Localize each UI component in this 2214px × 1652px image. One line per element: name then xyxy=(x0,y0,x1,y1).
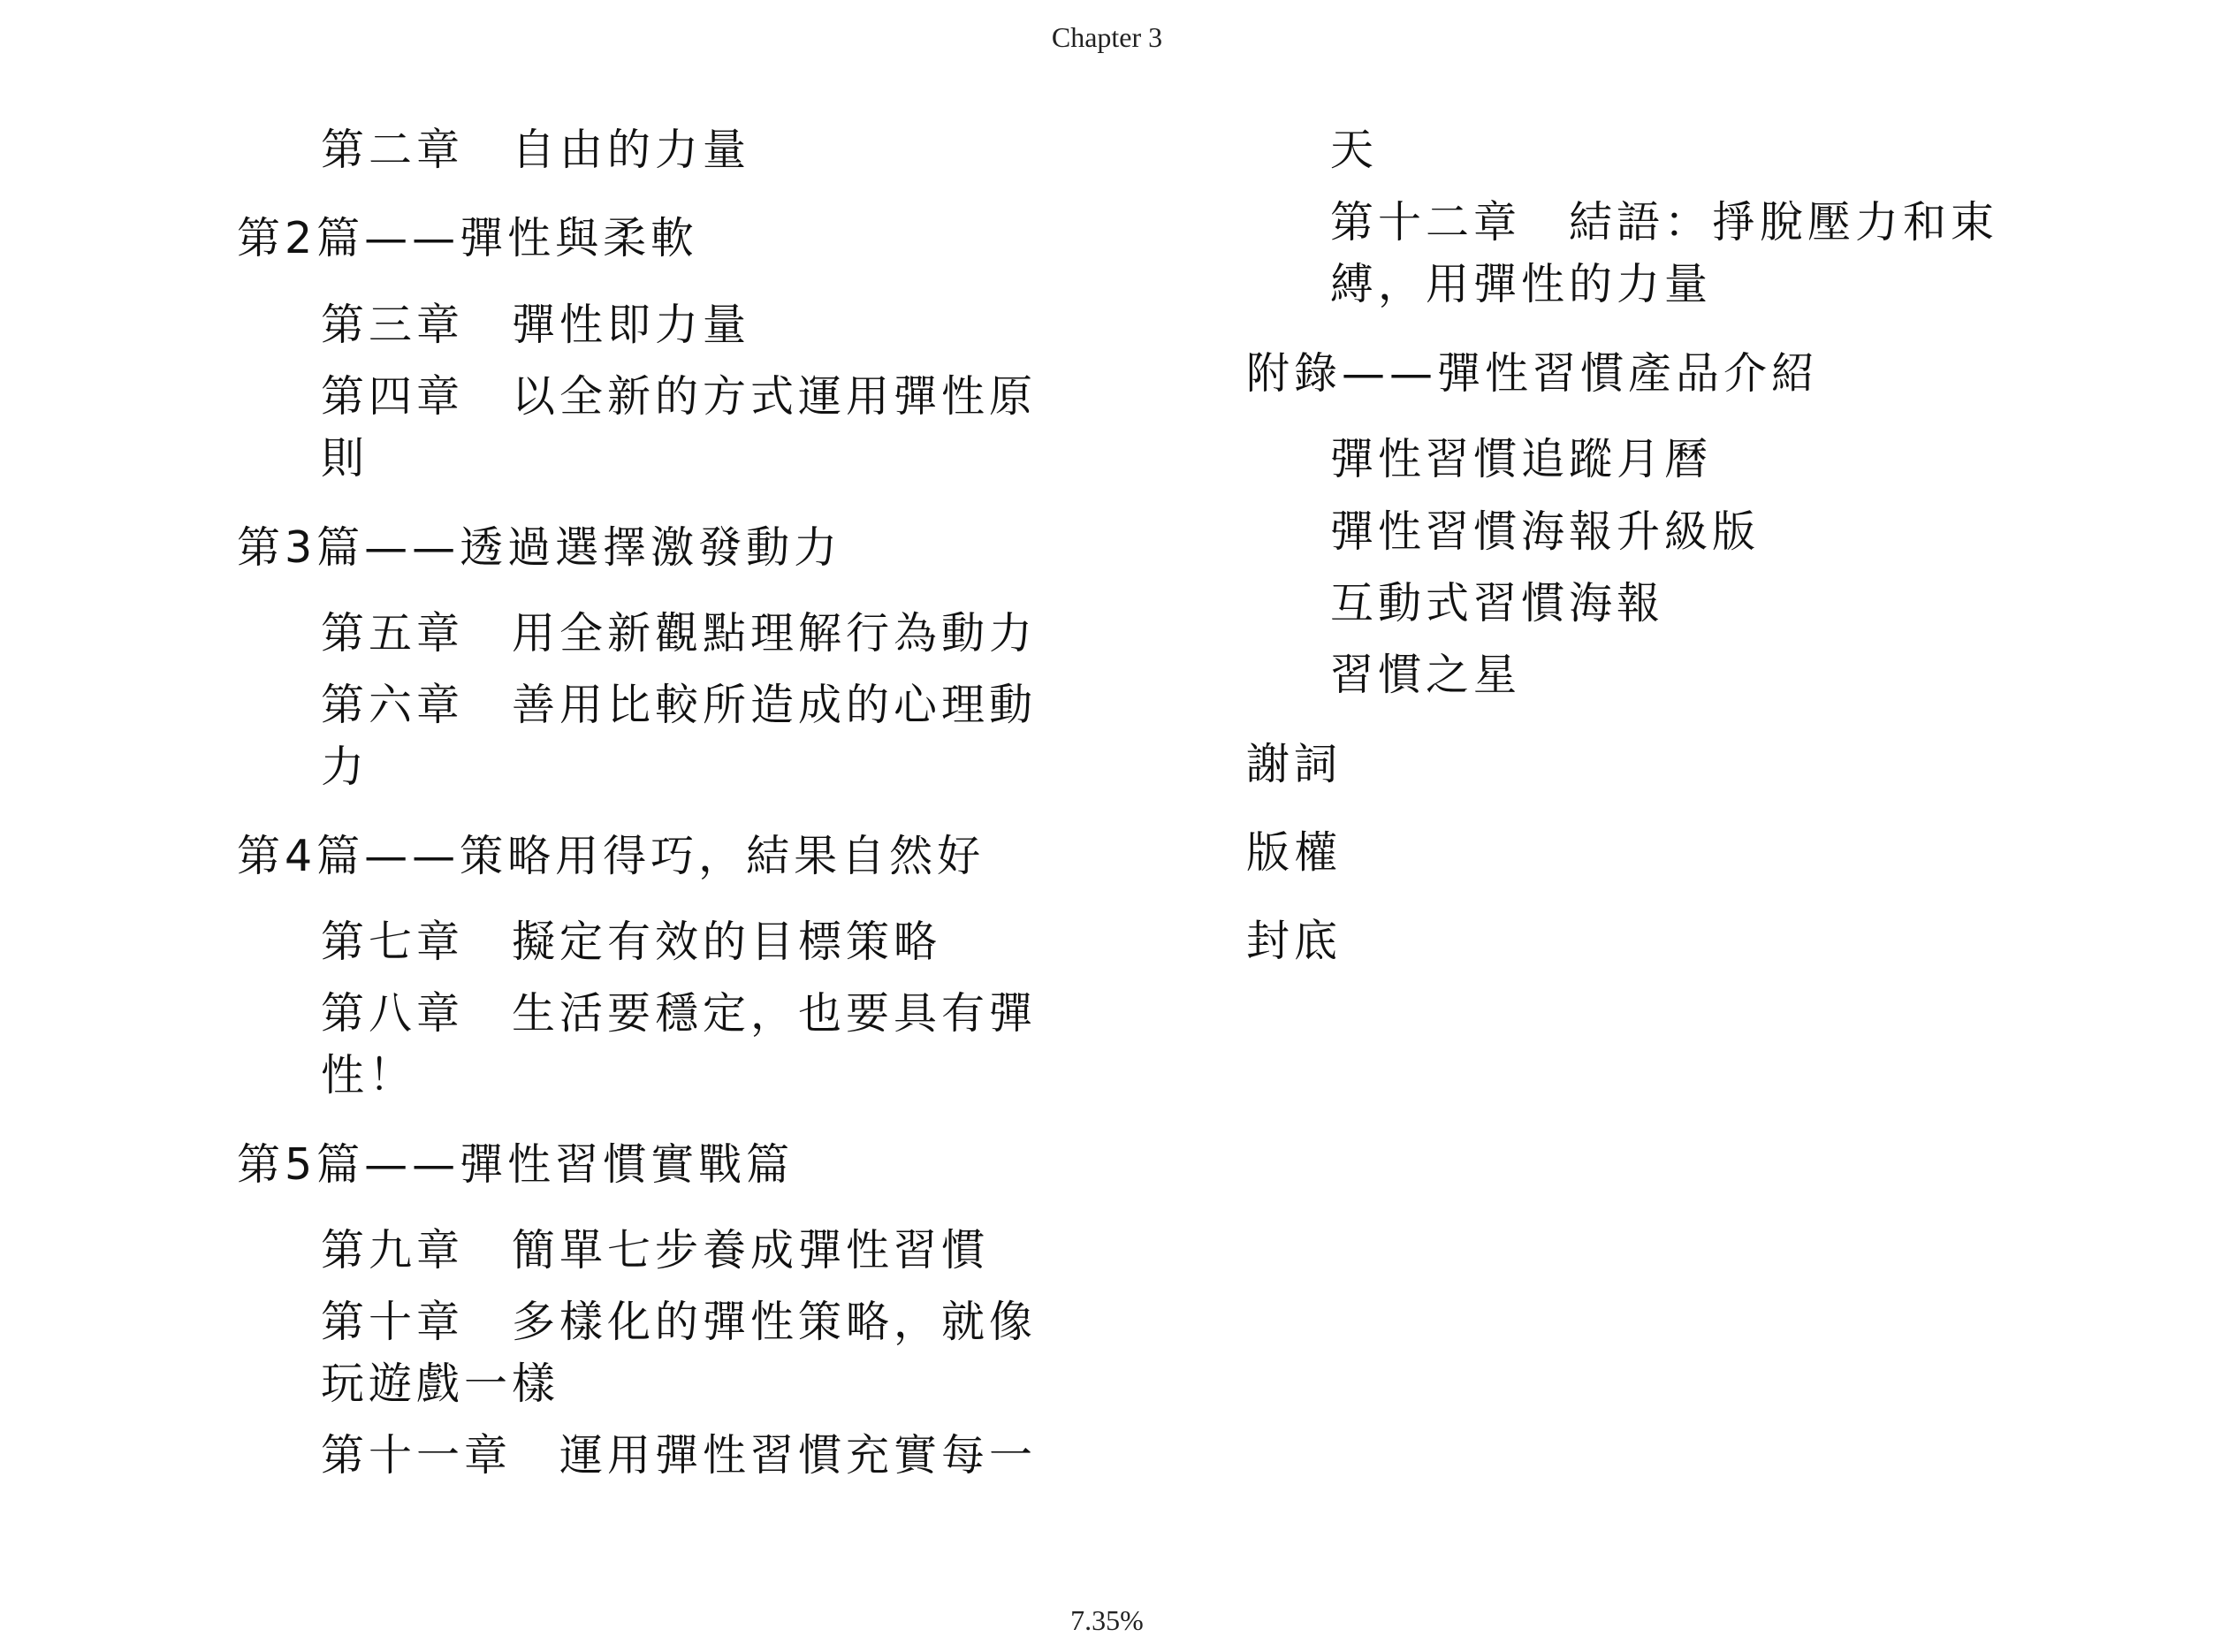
toc-line: 第十一章 運用彈性習慣充實每一 xyxy=(321,1430,1038,1481)
toc-line: 第3篇——透過選擇激發動力 xyxy=(237,522,842,573)
toc-entry-part[interactable] xyxy=(237,208,698,270)
toc-entry-chapter[interactable] xyxy=(1330,644,1521,706)
toc-entry-chapter[interactable] xyxy=(321,603,1037,665)
toc-line: 第五章 用全新觀點理解行為動力 xyxy=(321,608,1038,659)
page-header: Chapter 3 xyxy=(1051,21,1163,53)
toc-entry-chapter[interactable] xyxy=(1330,119,1378,181)
toc-entry-chapter[interactable] xyxy=(321,294,750,356)
toc-line: 謝詞 xyxy=(1246,739,1343,789)
toc-entry-chapter[interactable] xyxy=(321,1291,1037,1415)
toc-entry-chapter[interactable] xyxy=(1330,429,1712,491)
toc-line: 第二章 自由的力量 xyxy=(321,125,751,175)
toc-line: 版權 xyxy=(1246,827,1343,878)
toc-entry-part[interactable] xyxy=(1246,343,1819,405)
toc-line: 性！ xyxy=(321,1050,417,1100)
toc-entry-chapter[interactable] xyxy=(321,366,1037,490)
toc-line: 則 xyxy=(321,433,369,483)
toc-entry-part[interactable] xyxy=(1246,822,1342,884)
toc-line: 第七章 擬定有效的目標策略 xyxy=(321,917,942,967)
toc-line: 第十章 多樣化的彈性策略，就像 xyxy=(321,1297,1038,1347)
toc-line: 彈性習慣追蹤月曆 xyxy=(1330,434,1713,484)
toc-entry-chapter[interactable] xyxy=(321,1220,989,1282)
toc-line: 縛，用彈性的力量 xyxy=(1330,259,1713,309)
toc-line: 玩遊戲一樣 xyxy=(321,1359,560,1409)
toc-entry-chapter[interactable] xyxy=(321,983,1037,1107)
toc-line: 第六章 善用比較所造成的心理動 xyxy=(321,680,1038,730)
toc-entry-chapter[interactable] xyxy=(321,1425,1037,1487)
toc-line: 第4篇——策略用得巧，結果自然好 xyxy=(237,831,985,881)
toc-entry-part[interactable] xyxy=(1246,910,1342,972)
toc-line: 力 xyxy=(321,742,369,792)
toc-line: 天 xyxy=(1330,125,1379,175)
toc-line: 第三章 彈性即力量 xyxy=(321,300,751,350)
toc-entry-chapter[interactable] xyxy=(321,911,941,973)
toc-entry-chapter[interactable] xyxy=(1330,501,1760,563)
toc-entry-part[interactable] xyxy=(237,826,985,887)
toc-entry-chapter[interactable] xyxy=(321,119,750,181)
toc-entry-chapter[interactable] xyxy=(1330,573,1664,635)
toc-line: 第2篇——彈性與柔軟 xyxy=(237,213,699,263)
toc-line: 習慣之星 xyxy=(1330,650,1522,700)
toc-line: 彈性習慣海報升級版 xyxy=(1330,506,1761,557)
toc-entry-chapter[interactable] xyxy=(321,674,1037,798)
toc-line: 附錄——彈性習慣產品介紹 xyxy=(1246,348,1820,399)
toc-line: 第九章 簡單七步養成彈性習慣 xyxy=(321,1225,990,1275)
toc-line: 第八章 生活要穩定，也要具有彈 xyxy=(321,988,1038,1039)
toc-line: 第四章 以全新的方式運用彈性原 xyxy=(321,371,1038,422)
toc-entry-part[interactable] xyxy=(237,517,841,579)
toc-line: 封底 xyxy=(1246,916,1343,966)
toc-line: 第十二章 結語：掙脫壓力和束 xyxy=(1330,197,1999,247)
toc-entry-part[interactable] xyxy=(237,1134,794,1196)
toc-entry-chapter[interactable] xyxy=(1330,192,1998,316)
toc-line: 第5篇——彈性習慣實戰篇 xyxy=(237,1139,795,1190)
toc-line: 互動式習慣海報 xyxy=(1330,578,1665,628)
reading-progress: 7.35% xyxy=(1070,1604,1144,1636)
toc-entry-part[interactable] xyxy=(1246,734,1342,796)
